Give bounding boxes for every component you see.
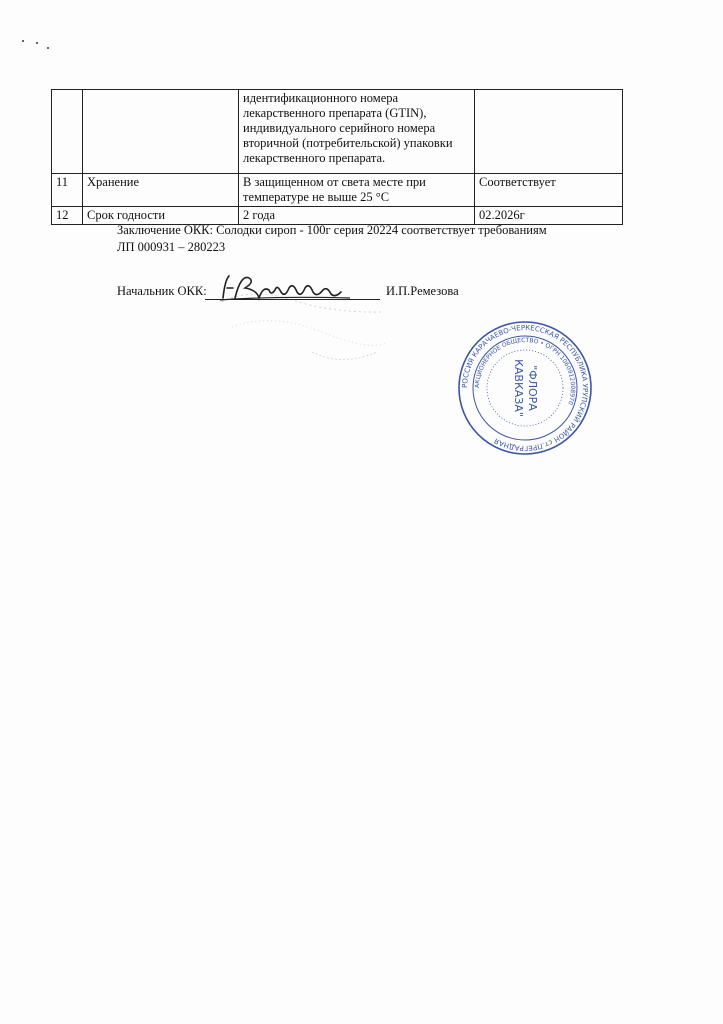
requirement: 2 года [239,207,475,225]
scan-speck [22,40,24,42]
signatory-name: И.П.Ремезова [386,284,459,298]
signature-label: Начальник ОКК: [117,284,207,298]
conclusion-line: ЛП 000931 – 280223 [117,240,226,254]
scan-speck [47,47,49,49]
row-number: 11 [52,174,83,207]
parameter-name: Хранение [83,174,239,207]
parameter-name: Срок годности [83,207,239,225]
stamp-middle-text: АКЦИОНЕРНОЕ ОБЩЕСТВО • ОГРН 1060912008970 [473,336,577,406]
stamp-outer-text: РОССИЯ КАРАЧАЕВО-ЧЕРКЕССКАЯ РЕСПУБЛИКА УРУПСКИЙ РАЙОН ст.ПРЕГРАДНАЯ [460,323,590,453]
parameter-name [83,90,239,174]
stamp-center-line: "ФЛОРА [526,365,539,411]
requirement: идентификационного номера лекарственного препарата (GTIN), индивидуального серийного номера вторичной (потребительской) упаковки лекарственного препарата. [239,90,475,174]
result: Соответствует [475,174,623,207]
handwritten-signature [205,268,355,308]
result [475,90,623,174]
scan-speck [36,42,38,44]
company-stamp [455,318,595,458]
row-number [52,90,83,174]
row-number: 12 [52,207,83,225]
table-row [52,174,623,207]
conclusion-line: Заключение ОКК: Солодки сироп - 100г серия 20224 соответствует требованиям [117,223,547,237]
table-row [52,90,623,174]
requirement: В защищенном от света месте при температуре не выше 25 °С [239,174,475,207]
stamp-center-line: КАВКАЗА" [512,359,525,417]
specification-table [51,89,623,225]
conclusion [117,222,617,256]
result: 02.2026г [475,207,623,225]
